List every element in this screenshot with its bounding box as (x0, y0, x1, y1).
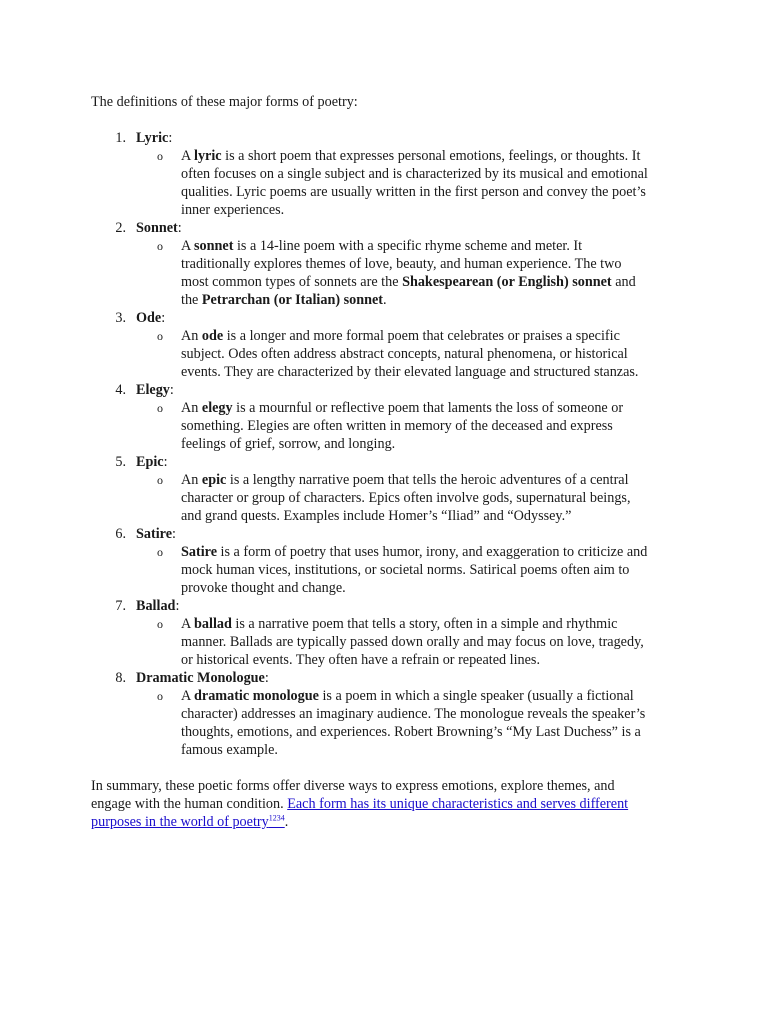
definition-line (181, 399, 681, 417)
definition-line (181, 147, 681, 165)
circle-bullet-icon: o (157, 473, 163, 487)
definition-line (181, 507, 681, 525)
bold-term: Shakespearean (or English) sonnet (402, 274, 612, 290)
form-definition (181, 543, 681, 597)
circle-bullet-icon: o (157, 617, 163, 631)
circle-bullet-icon: o (157, 149, 163, 163)
bold-term: dramatic monologue (194, 688, 319, 704)
definition-text: provoke thought and change. (181, 580, 346, 596)
bold-term: lyric (194, 148, 222, 164)
list-number: 1. (115, 130, 126, 146)
definition-text: is a short poem that expresses personal emotions, feelings, or thoughts. It (221, 148, 641, 164)
circle-bullet-icon: o (157, 401, 163, 415)
form-name: Sonnet (136, 220, 178, 236)
definition-text: mock human vices, institutions, or societal norms. Satirical poems often aim to (181, 562, 630, 578)
form-name: Ode (136, 310, 162, 326)
definition-text: character) addresses an imaginary audience. The monologue reveals the speaker’s (181, 706, 646, 722)
definition-text: character or group of characters. Epics often involve gods, supernatural beings, (181, 490, 631, 506)
definition-line (181, 255, 681, 273)
form-definition (181, 615, 681, 669)
list-number: 4. (115, 382, 126, 398)
definition-text: thoughts, emotions, and experiences. Robert Browning’s “My Last Duchess” is a (181, 724, 641, 740)
definition-text: is a poem in which a single speaker (usually a fictional (318, 688, 634, 704)
form-name: Lyric (136, 130, 169, 146)
list-number: 6. (115, 526, 126, 542)
definition-text: is a longer and more formal poem that celebrates or praises a specific (223, 328, 620, 344)
list-number: 5. (115, 454, 126, 470)
intro-text: The definitions of these major forms of poetry: (91, 94, 358, 110)
form-definition (181, 399, 681, 453)
definition-text: A (181, 688, 195, 704)
circle-bullet-icon: o (157, 545, 163, 559)
definition-text: is a form of poetry that uses humor, irony, and exaggeration to criticize and (217, 544, 648, 560)
bold-term: ballad (194, 616, 232, 632)
form-definition (181, 471, 681, 525)
definition-text: something. Elegies are often written in memory of the deceased and express (181, 418, 613, 434)
definition-line (181, 345, 681, 363)
form-definition (181, 327, 681, 381)
form-term (136, 381, 174, 399)
bold-term: epic (201, 472, 227, 488)
definition-text: feelings of grief, sorrow, and longing. (181, 436, 396, 452)
definition-text: An (181, 328, 202, 344)
form-term (136, 525, 176, 543)
form-name: Satire (136, 526, 172, 542)
form-name-punct: : (172, 526, 176, 542)
definition-text: and (611, 274, 636, 290)
definition-text: events. They are characterized by their elevated language and structured stanzas. (181, 364, 639, 380)
bold-term: elegy (201, 400, 233, 416)
form-definition (181, 237, 681, 309)
form-name: Elegy (136, 382, 170, 398)
definition-line (181, 723, 681, 741)
form-term (136, 669, 269, 687)
form-name: Dramatic Monologue (136, 670, 265, 686)
definition-text: subject. Odes often address abstract concepts, natural phenomena, or historical (181, 346, 628, 362)
definition-text: An (181, 400, 202, 416)
definition-text: An (181, 472, 202, 488)
list-number: 8. (115, 670, 126, 686)
definition-line (181, 363, 681, 381)
definition-line (181, 273, 681, 291)
list-number: 3. (115, 310, 126, 326)
definition-line (181, 579, 681, 597)
definition-text: A (181, 238, 195, 254)
form-name-punct: : (168, 130, 173, 146)
bold-term: Petrarchan (or Italian) sonnet (201, 292, 384, 308)
summary-link-part-2[interactable] (91, 814, 285, 830)
summary-line-3 (91, 813, 691, 831)
summary-line-1: In summary, these poetic forms offer diverse ways to express emotions, explore themes, and (91, 778, 615, 794)
form-name-punct: : (177, 220, 182, 236)
form-definition (181, 687, 681, 759)
definition-text: . (383, 292, 387, 308)
definition-line (181, 237, 681, 255)
form-name-punct: : (163, 454, 168, 470)
bold-term: sonnet (194, 238, 234, 254)
definition-line (181, 633, 681, 651)
definition-text: qualities. Lyric poems are usually written in the first person and convey the poet’s (181, 184, 646, 200)
citation-superscript[interactable]: 1234 (268, 813, 285, 823)
definition-text: or historical events. They often have a refrain or repeated lines. (181, 652, 541, 668)
definition-line (181, 561, 681, 579)
summary-link-part-1[interactable]: Each form has its unique characteristics and serves different (287, 796, 629, 812)
definition-text: famous example. (181, 742, 278, 758)
definition-line (181, 291, 681, 309)
definition-line (181, 687, 681, 705)
form-name-punct: : (169, 382, 174, 398)
bold-term: ode (201, 328, 224, 344)
definition-text: manner. Ballads are typically passed down orally and may focus on love, tragedy, (181, 634, 644, 650)
bold-term: Satire (181, 544, 217, 560)
circle-bullet-icon: o (157, 239, 163, 253)
definition-line (181, 417, 681, 435)
definition-text: traditionally explores themes of love, beauty, and human experience. The two (181, 256, 622, 272)
summary-line-2 (91, 795, 691, 813)
definition-line (181, 651, 681, 669)
definition-text: most common types of sonnets are the (181, 274, 403, 290)
definition-line (181, 543, 681, 561)
definition-text: A (181, 616, 195, 632)
definition-line (181, 183, 681, 201)
form-term (136, 453, 168, 471)
definition-line (181, 615, 681, 633)
definition-line (181, 435, 681, 453)
summary-end-punct: . (284, 814, 289, 830)
form-term (136, 129, 172, 147)
definition-text: inner experiences. (181, 202, 285, 218)
summary-paragraph (91, 777, 691, 831)
summary-text: engage with the human condition. (91, 796, 288, 812)
definition-line (181, 201, 681, 219)
definition-line (181, 741, 681, 759)
summary-link-text: purposes in the world of poetry (91, 814, 269, 830)
form-term (136, 219, 182, 237)
definition-text: A (181, 148, 195, 164)
definition-text: is a 14-line poem with a specific rhyme scheme and meter. It (233, 238, 583, 254)
circle-bullet-icon: o (157, 689, 163, 703)
form-term (136, 597, 179, 615)
circle-bullet-icon: o (157, 329, 163, 343)
definition-line (181, 165, 681, 183)
definition-text: is a mournful or reflective poem that laments the loss of someone or (232, 400, 624, 416)
form-definition (181, 147, 681, 219)
definition-line (181, 489, 681, 507)
definition-text: is a narrative poem that tells a story, often in a simple and rhythmic (231, 616, 618, 632)
form-name: Ballad (136, 598, 176, 614)
form-name: Epic (136, 454, 164, 470)
definition-line (181, 327, 681, 345)
definition-line (181, 705, 681, 723)
list-number: 2. (115, 220, 126, 236)
definition-text: often focuses on a single subject and is characterized by its musical and emotional (181, 166, 648, 182)
form-term (136, 309, 165, 327)
form-name-punct: : (264, 670, 269, 686)
form-name-punct: : (161, 310, 166, 326)
form-name-punct: : (175, 598, 180, 614)
definition-text: is a lengthy narrative poem that tells the heroic adventures of a central (226, 472, 629, 488)
definition-line (181, 471, 681, 489)
definition-text: the (181, 292, 202, 308)
list-number: 7. (115, 598, 126, 614)
definition-text: and grand quests. Examples include Homer’s “Iliad” and “Odyssey.” (181, 508, 572, 524)
